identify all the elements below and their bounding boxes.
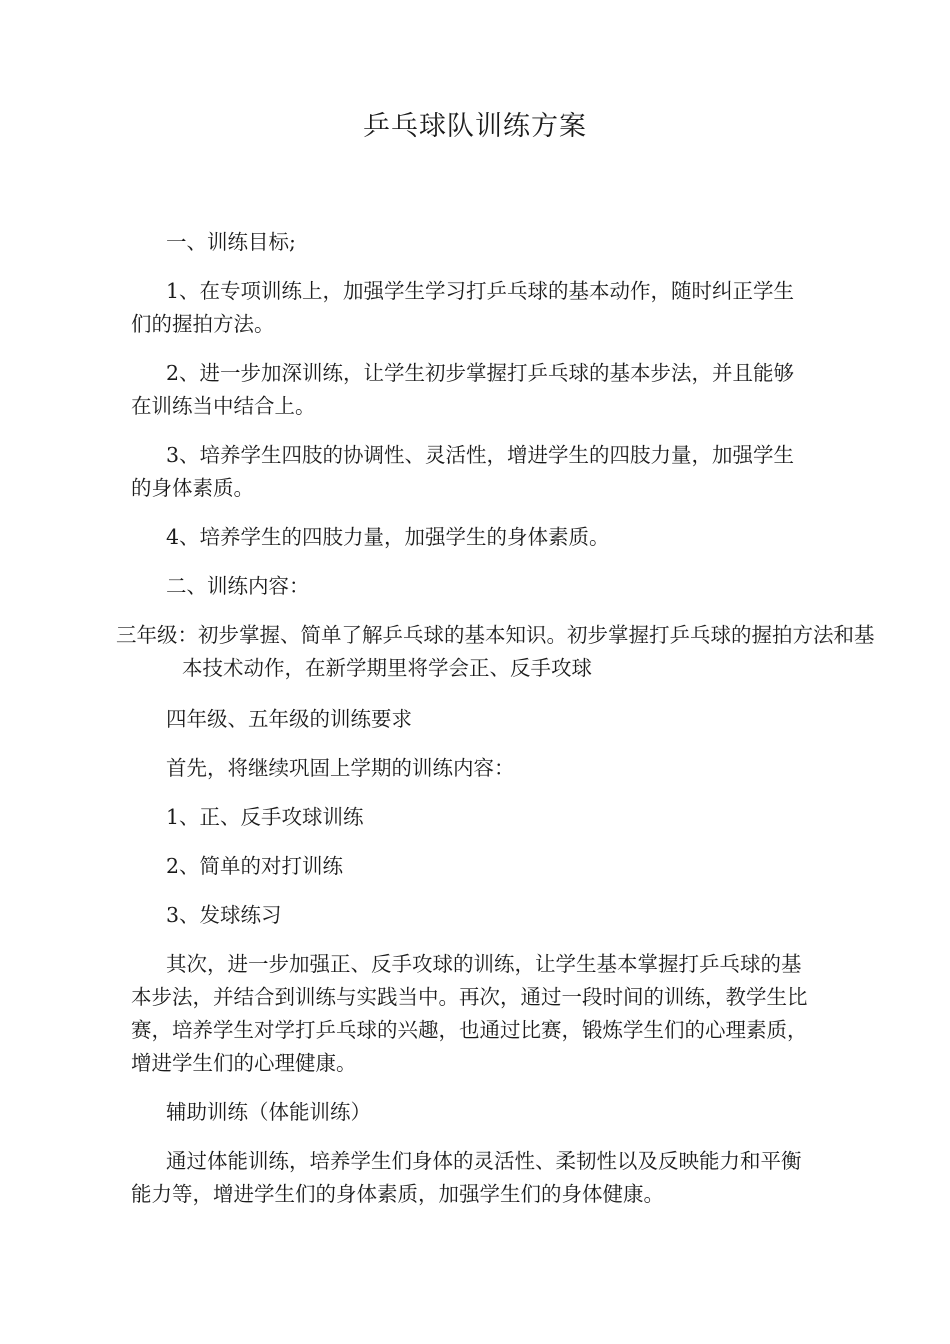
training-item-3: 3、发球练习: [166, 903, 282, 927]
goal-item-4: 4、培养学生的四肢力量，加强学生的身体素质。: [166, 525, 610, 549]
goal-item-3: 3、培养学生四肢的协调性、灵活性，增进学生的四肢力量，加强学生的身体素质。: [131, 443, 795, 500]
goal-item-1: 1、在专项训练上，加强学生学习打乒乓球的基本动作，随时纠正学生们的握拍方法。: [131, 279, 795, 336]
section-heading-content: 二、训练内容：: [166, 574, 310, 598]
goal-item-2: 2、进一步加深训练，让学生初步掌握打乒乓球的基本步法，并且能够在训练当中结合上。: [131, 361, 795, 418]
training-item-1: 1、正、反手攻球训练: [166, 805, 364, 829]
training-item-2: 2、简单的对打训练: [166, 854, 344, 878]
next-steps-paragraph: 其次，进一步加强正、反手攻球的训练，让学生基本掌握打乒乓球的基本步法，并结合到训练与实践当中。再次，通过一段时间的训练，教学生比赛，培养学生对学打乒乓球的兴趣，也通过比赛，锻炼学生们的心理素质，增进学生们的心理健康。: [131, 952, 808, 1075]
document-title: 乒乓球队训练方案: [363, 111, 587, 142]
grade-four-five-heading: 四年级、五年级的训练要求: [166, 707, 412, 731]
auxiliary-training-paragraph: 通过体能训练，培养学生们身体的灵活性、柔韧性以及反映能力和平衡能力等，增进学生们的身体素质，加强学生们的身体健康。: [131, 1149, 802, 1206]
auxiliary-training-heading: 辅助训练（体能训练）: [166, 1100, 371, 1124]
document-body: [116, 226, 875, 1211]
first-paragraph: 首先，将继续巩固上学期的训练内容：: [166, 756, 515, 780]
grade-three-requirements: 三年级：初步掌握、简单了解乒乓球的基本知识。初步掌握打乒乓球的握拍方法和基本技术动作，在新学期里将学会正、反手攻球: [116, 623, 875, 680]
section-heading-goals: 一、训练目标;: [166, 230, 296, 254]
